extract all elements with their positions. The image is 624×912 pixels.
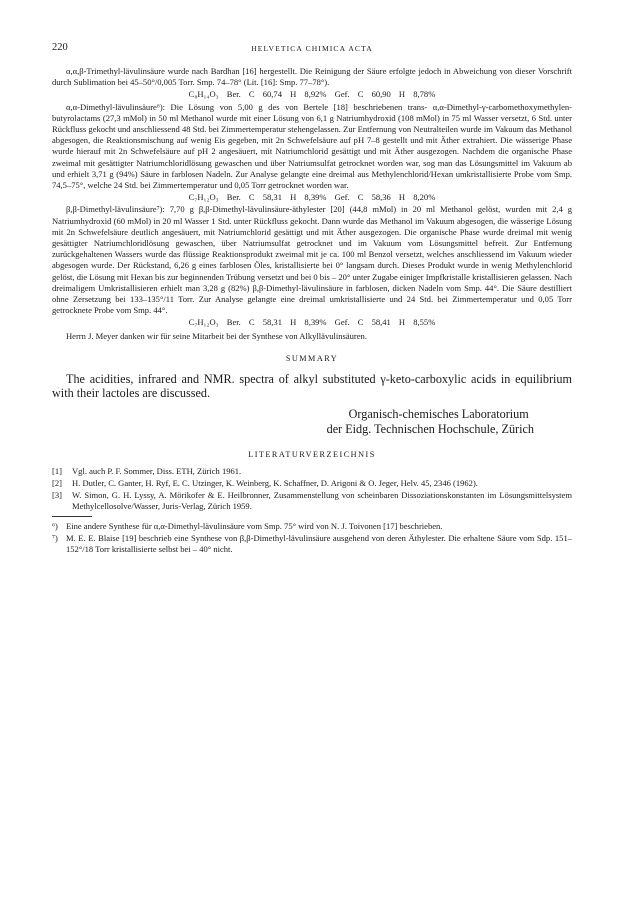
literature-heading: LITERATURVERZEICHNIS <box>248 450 376 460</box>
analysis-formula: C₇H₁₂O₃ Ber. C 58,31 H 8,39% Gef. C 58,36 H 8,20% <box>188 192 436 203</box>
summary-heading: SUMMARY <box>285 353 339 363</box>
institution-line: Organisch-chemisches Laboratorium <box>348 407 529 422</box>
paragraph-bb-dimethyl: β,β-Dimethyl-lävulinsäure⁷): 7,70 g β,β-Dimethyl-lävulinsäure-äthylester [20] (44,8 mMol) in 20 ml Methanol gelöst, wurden mit 2,4 g Natriumhydroxid (60 mMol) in 20 ml Wasser 1 Std. unter Rückfluss gekocht. Dann wurde das Methanol im Vakuum abgesogen, die wässerige Lösung mit 2n Schwefelsäure deutlich angesäuert, mit Natriumchlorid gesättigt und mit Äther ausgezogen. Die organische Phase wurde dreimal mit wenig gesättigter Natriumchloridlösung gewaschen, über Natriumsulfat getrocknet und im Vakuum vom Lösungsmittel befreit. Zur Entfernung zurückgehaltenen Wassers wurde das flüssige Reaktionsprodukt zweimal mit je ca. 100 ml Benzol versetzt, welches anschliessend im Vakuum wieder abgesogen wurde. Der Rückstand, 6,26 g eines farblosen Öles, kristallisierte bei 0° langsam durch. Dieses Produkt wurde in wenig Methylenchlorid gelöst, die Lösung mit Hexan bis zur beginnenden Trübung versetzt und bei 0 bis – 20° unter Zugabe einiger Impfkristalle kristallisieren gelassen. Nach dreimaligem Umkristallisieren erhielt man 3,28 g (82%) β,β-Dimethyl-lävulinsäure in farblosen, dicken Nadeln vom Smp. 44°. Die Säure destilliert ohne Zersetzung bei 133–135°/11 Torr. Zur Analyse gelangte eine dreimal umkristallisierte und 24 Std. bei Zimmertemperatur und 0,05 Torr getrocknete Probe vom Smp. 44°. <box>52 204 572 316</box>
reference-text: H. Dutler, C. Ganter, H. Ryf, E. C. Utzinger, K. Weinberg, K. Schaffner, D. Arigoni & O. Jeger, Helv. 45, 2346 (1962). <box>72 478 478 489</box>
page-number: 220 <box>52 42 68 53</box>
page-header <box>52 42 572 56</box>
reference-text: W. Simon, G. H. Lyssy, A. Mörikofer & E. Heilbronner, Zusammenstellung von scheinbaren Dissoziationskonstanten im Lösungsmittelsystem Methylcellosolve/Wasser, Juris-Verlag, Zürich 1959. <box>72 490 572 511</box>
institution-line: der Eidg. Technischen Hochschule, Zürich <box>326 421 534 436</box>
institution <box>52 407 572 436</box>
summary-text: The acidities, infrared and NMR. spectra of alkyl substituted γ-keto-carboxylic acids in equilibrium with their lactoles are discussed. <box>52 371 572 401</box>
reference-text: Vgl. auch P. F. Sommer, Diss. ETH, Zürich 1961. <box>72 466 242 477</box>
acknowledgement: Herrn J. Meyer danken wir für seine Mitarbeit bei der Synthese von Alkyllävulinsäuren. <box>66 330 367 341</box>
paragraph-aa-dimethyl: α,α-Dimethyl-lävulinsäure⁶): Die Lösung von 5,00 g des von Bertele [18] beschriebenen trans- α,α-Dimethyl-γ-carbomethoxymethylen-butyrolactams (27,3 mMol) in 50 ml Methanol wurde mit einer Lösung von 6,1 g Natriumhydroxid (108 mMol) in 75 ml Wasser versetzt, 6 Std. unter Rückfluss gekocht und anschliessend 48 Std. bei Zimmertemperatur stehengelassen. Zur Entfernung von Neutralteilen wurde im Vakuum das Methanol abgesogen, die Reaktionsmischung auf wenig Eis gegeben, mit 2n Schwefelsäure auf pH 7–8 gestellt und mit Äther extrahiert. Die wässerige Phase wurde hierauf mit 2n Schwefelsäure auf pH 2 angesäuert, mit Natriumchlorid gesättigt und mit Äther ausgezogen. Nachdem die organische Phase zweimal mit gesättigter Natriumchloridlösung gewaschen und über Natriumsulfat getrocknet worden war, sog man das Lösungsmittel im Vakuum ab und erhielt 3,71 g (94%) Säure in farblosen Nadeln. Zur Analyse gelangte eine dreimal aus Methylenchlorid/Hexan umkristallisierte Probe vom Smp. 74,5–75°, welche 24 Std. bei Zimmertemperatur und 0,05 Torr getrocknet worden war. <box>52 101 572 191</box>
analysis-formula: C₇H₁₂O₃ Ber. C 58,31 H 8,39% Gef. C 58,41 H 8,55% <box>188 317 436 328</box>
reference-number: [2] <box>52 478 62 489</box>
reference-list <box>52 466 572 512</box>
reference-number: [1] <box>52 466 62 477</box>
journal-title: HELVETICA CHIMICA ACTA <box>251 44 373 53</box>
footnote-number: ⁶) <box>52 520 58 531</box>
paper-page <box>52 42 572 556</box>
main-text <box>52 66 572 342</box>
reference-item <box>52 490 572 512</box>
footnote-divider <box>52 516 92 517</box>
footnote-text: M. E. E. Blaise [19] beschrieb eine Synthese von β,β-Dimethyl-lävulinsäure ausgehend von deren Äthylester. Die erhaltene Säure vom Sdp. 151–152°/18 Torr kristallisierte selbst bei – 40° nicht. <box>66 532 572 554</box>
analysis-formula: C₈H₁₄O₃ Ber. C 60,74 H 8,92% Gef. C 60,90 H 8,78% <box>188 89 436 100</box>
footnote <box>52 521 572 532</box>
reference-number: [3] <box>52 490 62 501</box>
paragraph-trimethyl: α,α,β-Trimethyl-lävulinsäure wurde nach Bardhan [16] hergestellt. Die Reinigung der Säure erfolgte jedoch in Abweichung von dieser Vorschrift durch Sublimation bei 45–50°/0,005 Torr. Smp. 74–78° (Lit. [16]: Smp. 77–78°). <box>52 66 572 88</box>
footnote <box>52 533 572 555</box>
reference-item <box>52 466 572 477</box>
reference-item <box>52 478 572 489</box>
footnote-text: Eine andere Synthese für α,α-Dimethyl-lävulinsäure vom Smp. 75° wird von N. J. Toivonen [17] beschrieben. <box>66 520 443 531</box>
footnote-number: ⁷) <box>52 532 58 543</box>
